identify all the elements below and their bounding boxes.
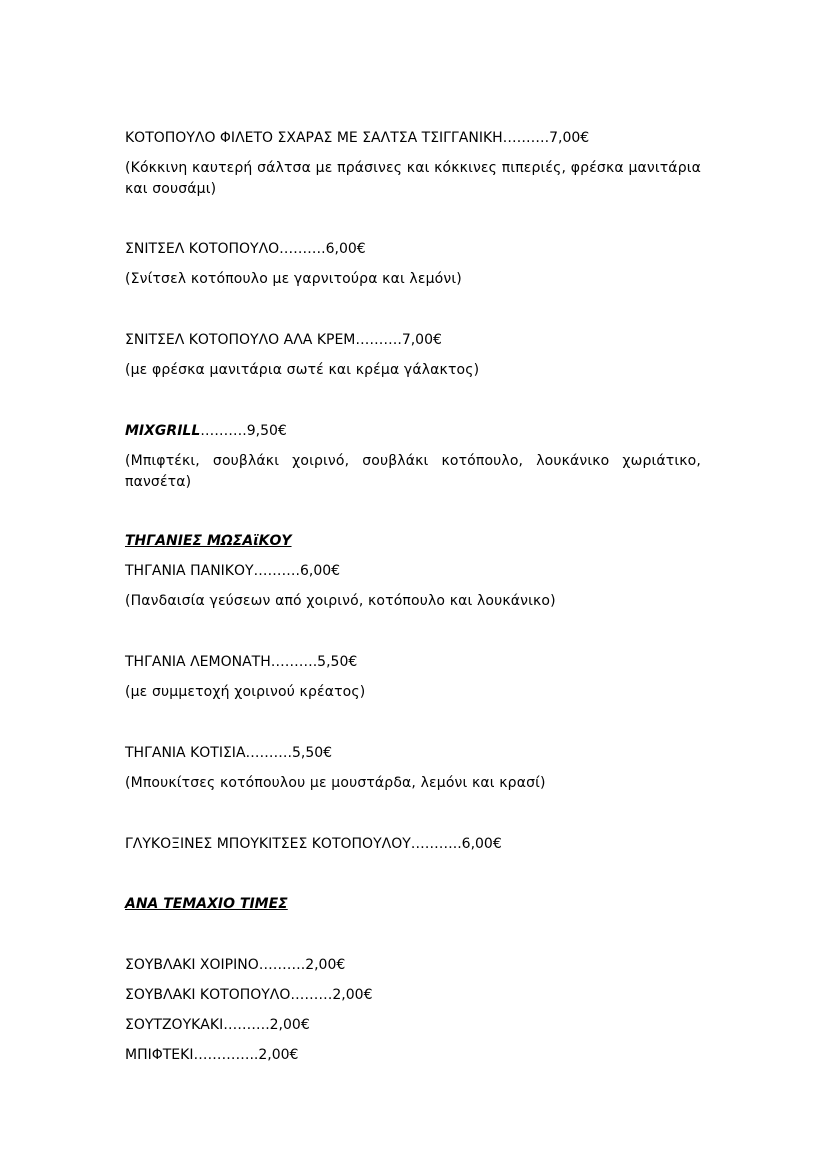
- menu-item-title: [125, 421, 701, 442]
- menu-item-price: ……….9,50€: [200, 423, 287, 439]
- menu-item-title: ΣΝΙΤΣΕΛ ΚΟΤΟΠΟΥΛΟ……….6,00€: [125, 241, 366, 257]
- menu-item-title: ΤΗΓΑΝΙΑ ΛΕΜΟΝΑΤΗ……….5,50€: [125, 654, 358, 670]
- menu-item-name: MIXGRILL: [125, 423, 201, 439]
- price-list-item: ΣΟΥΤΖΟΥΚΑΚΙ……….2,00€: [125, 1017, 310, 1033]
- menu-item-title: ΤΗΓΑΝΙΑ ΠΑΝΙΚΟΥ……….6,00€: [125, 563, 341, 579]
- menu-item-description: (Μπουκίτσες κοτόπουλου με μουστάρδα, λεμόνι και κρασί): [125, 775, 546, 791]
- price-list-item: ΣΟΥΒΛΑΚΙ ΚΟΤΟΠΟΥΛΟ………2,00€: [125, 987, 373, 1003]
- price-list-item: ΣΟΥΒΛΑΚΙ ΧΟΙΡΙΝΟ……….2,00€: [125, 957, 346, 973]
- menu-item-description: (Κόκκινη καυτερή σάλτσα με πράσινες και κόκκινες πιπεριές, φρέσκα μανιτάρια και σουσάμι): [125, 160, 701, 197]
- menu-item-description: (Σνίτσελ κοτόπουλο με γαρνιτούρα και λεμόνι): [125, 271, 462, 287]
- menu-item-title: ΣΝΙΤΣΕΛ ΚΟΤΟΠΟΥΛΟ ΑΛΑ ΚΡΕΜ……….7,00€: [125, 332, 442, 348]
- menu-item-description: (Μπιφτέκι, σουβλάκι χοιρινό, σουβλάκι κοτόπουλο, λουκάνικο χωριάτικο, πανσέτα): [125, 453, 701, 490]
- menu-item-description: (με φρέσκα μανιτάρια σωτέ και κρέμα γάλακτος): [125, 362, 480, 378]
- menu-item-description: (Πανδαισία γεύσεων από χοιρινό, κοτόπουλο και λουκάνικο): [125, 593, 556, 609]
- section-heading: ΤΗΓΑΝΙΕΣ ΜΩΣΑϊΚΟΥ: [125, 533, 292, 549]
- menu-item-title: ΚΟΤΟΠΟΥΛΟ ΦΙΛΕΤΟ ΣΧΑΡΑΣ ΜΕ ΣΑΛΤΣΑ ΤΣΙΓΓΑΝΙΚΗ……….7,00€: [125, 130, 590, 146]
- menu-item-title: ΓΛΥΚΟΞΙΝΕΣ ΜΠΟΥΚΙΤΣΕΣ ΚΟΤΟΠΟΥΛΟΥ………..6,00€: [125, 836, 502, 852]
- section-heading: ΑΝΑ ΤΕΜΑΧΙΟ ΤΙΜΕΣ: [125, 896, 288, 912]
- menu-item-description: (με συμμετοχή χοιρινού κρέατος): [125, 684, 366, 700]
- price-list-item: ΜΠΙΦΤΕΚΙ…………..2,00€: [125, 1047, 299, 1063]
- menu-item-title: ΤΗΓΑΝΙΑ ΚΟΤΙΣΙΑ……….5,50€: [125, 745, 333, 761]
